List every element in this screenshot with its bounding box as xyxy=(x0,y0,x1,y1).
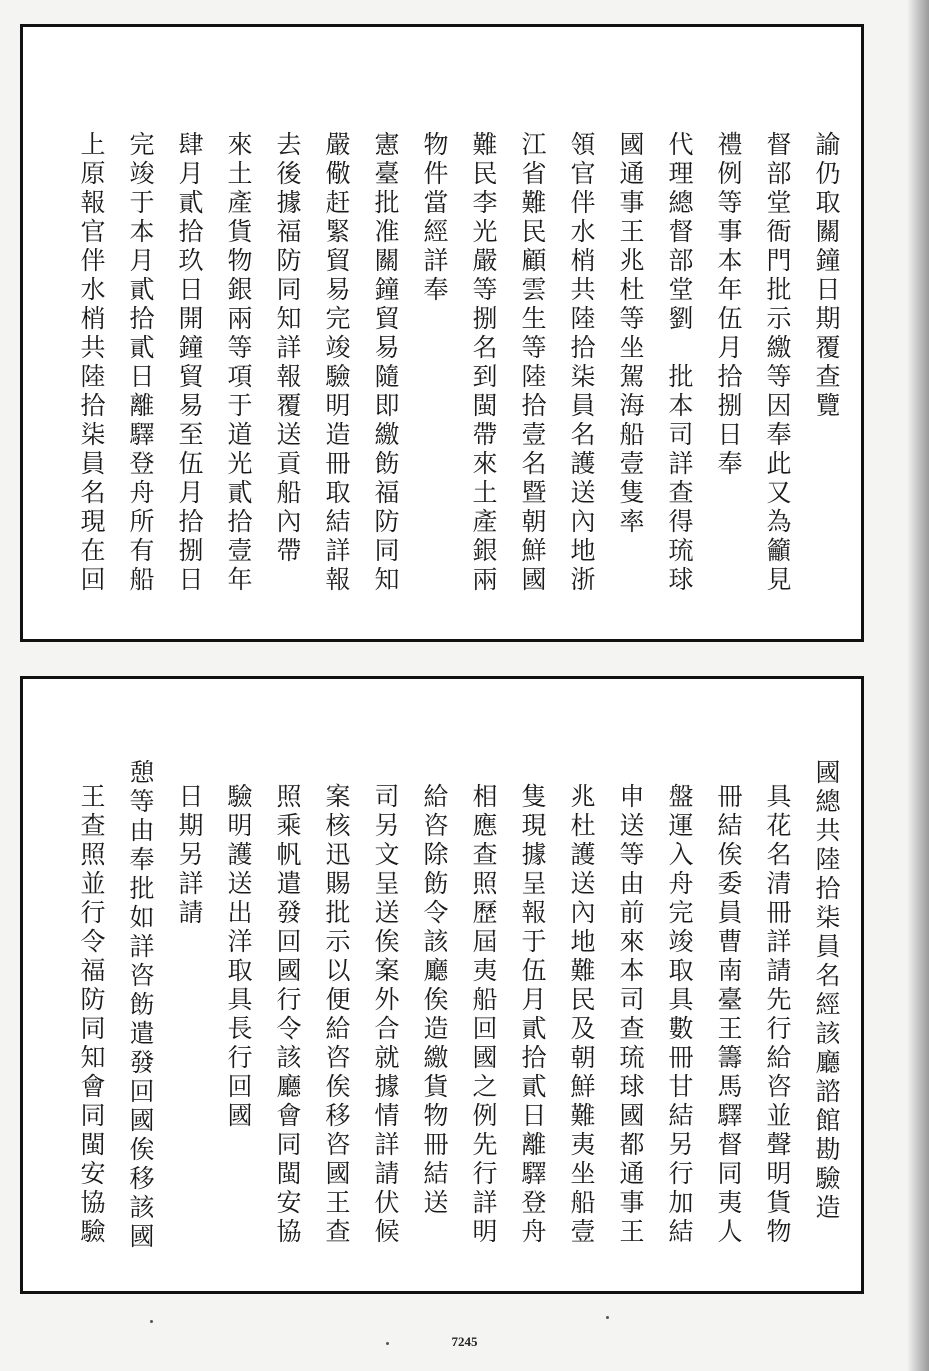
text-column: 物件當經詳奉 xyxy=(420,131,449,305)
text-column: 江省難民顧雲生等陸拾壹名暨朝鮮國 xyxy=(518,131,547,595)
text-column: 案核迅賜批示以便給咨俟移咨國王查 xyxy=(322,783,351,1247)
text-column: 驗明護送出洋取具長行回國 xyxy=(224,783,253,1131)
text-column: 禮例等事本年伍月拾捌日奉 xyxy=(714,131,743,479)
text-column: 司另文呈送俟案外合就據情詳請伏候 xyxy=(371,783,400,1247)
text-column: 諭仍取關鐘日期覆查覽 xyxy=(812,131,841,421)
text-column: 冊結俟委員曹南臺王籌馬驛督同夷人 xyxy=(714,783,743,1247)
scan-speck xyxy=(606,1316,609,1319)
text-column: 隻現據呈報于伍月貳拾貳日離驛登舟 xyxy=(518,783,547,1247)
top-columns xyxy=(23,27,861,639)
text-column: 兆杜護送內地難民及朝鮮難夷坐船壹 xyxy=(567,783,596,1247)
text-column: 上原報官伴水梢共陸拾柒員名現在回 xyxy=(77,131,106,595)
text-column: 照乘帆遣發回國行令該廳會同閩安協 xyxy=(273,783,302,1247)
text-column: 國總共陸拾柒員名經該廳諮館勘驗造 xyxy=(812,759,841,1223)
bottom-columns xyxy=(23,679,861,1291)
text-column: 去後據福防同知詳報覆送貢船內帶 xyxy=(273,131,302,566)
text-column: 王查照並行令福防同知會同閩安協驗 xyxy=(77,783,106,1247)
text-column: 盤運入舟完竣取具數冊甘結另行加結 xyxy=(665,783,694,1247)
text-column: 代理總督部堂劉 批本司詳查得琉球 xyxy=(665,131,694,595)
text-column: 完竣于本月貳拾貳日離驛登舟所有船 xyxy=(126,131,155,595)
text-column: 國通事王兆杜等坐駕海船壹隻率 xyxy=(616,131,645,537)
bottom-document-panel xyxy=(20,676,864,1294)
text-column: 領官伴水梢共陸拾柒員名護送內地浙 xyxy=(567,131,596,595)
text-column: 肆月貳拾玖日開鐘貿易至伍月拾捌日 xyxy=(175,131,204,595)
text-column: 督部堂衙門批示繳等因奉此又為籲見 xyxy=(763,131,792,595)
text-column: 來土產貨物銀兩等項于道光貳拾壹年 xyxy=(224,131,253,595)
scan-speck xyxy=(150,1320,153,1323)
text-column: 嚴儆赶緊貿易完竣驗明造冊取結詳報 xyxy=(322,131,351,595)
text-column: 日期另詳請 xyxy=(175,783,204,928)
text-column: 申送等由前來本司查琉球國都通事王 xyxy=(616,783,645,1247)
text-column: 具花名清冊詳請先行給咨並聲明貨物 xyxy=(763,783,792,1247)
text-column: 難民李光嚴等捌名到閩帶來土產銀兩 xyxy=(469,131,498,595)
text-column: 憲臺批准關鐘貿易隨即繳飭福防同知 xyxy=(371,131,400,595)
text-column: 相應查照歷屆夷船回國之例先行詳明 xyxy=(469,783,498,1247)
text-column: 給咨除飭令該廳俟造繳貨物冊結送 xyxy=(420,783,449,1218)
page-number: 7245 xyxy=(451,1334,478,1349)
scan-edge xyxy=(907,0,929,1371)
top-document-panel xyxy=(20,24,864,642)
scan-speck xyxy=(386,1342,389,1345)
text-column: 憩等由奉批如詳咨飭遣發回國俟移該國 xyxy=(126,759,155,1252)
